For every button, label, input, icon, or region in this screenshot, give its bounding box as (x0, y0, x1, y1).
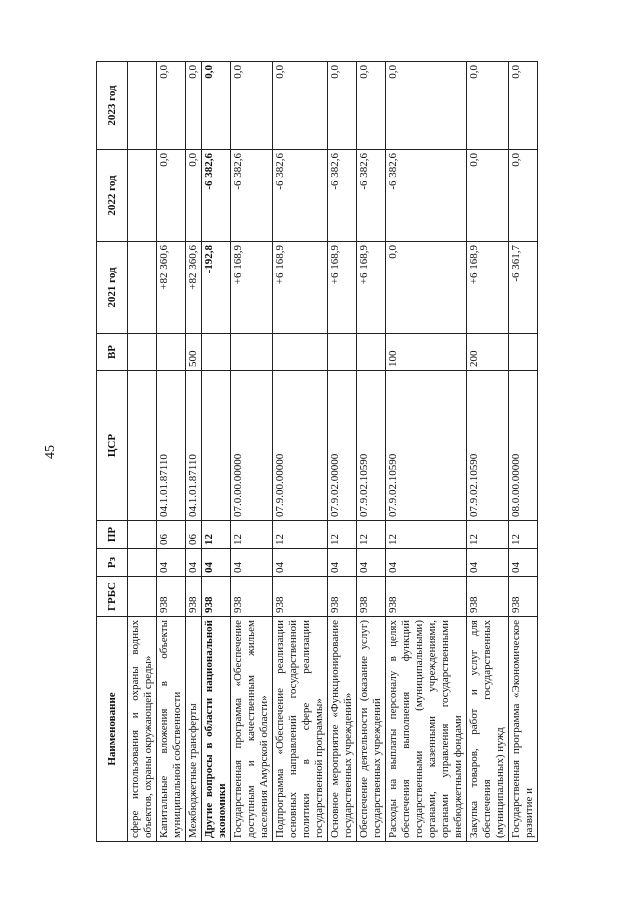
cell-csr (128, 371, 157, 521)
cell-grbs: 938 (357, 577, 386, 617)
cell-2022: -6 382,6 (357, 150, 386, 242)
cell-2023: 0,0 (231, 62, 273, 150)
cell-csr: 08.0.00.00000 (509, 371, 538, 521)
cell-2023: 0,0 (157, 62, 186, 150)
cell-grbs: 938 (231, 577, 273, 617)
header-csr: ЦСР (97, 371, 128, 521)
cell-grbs: 938 (202, 577, 231, 617)
cell-pr: 12 (273, 521, 328, 549)
cell-2022: 0,0 (467, 150, 509, 242)
cell-rz (128, 549, 157, 577)
cell-vr (202, 334, 231, 371)
cell-grbs: 938 (328, 577, 357, 617)
cell-vr (357, 334, 386, 371)
table-row (128, 62, 157, 842)
cell-vr (128, 334, 157, 371)
table-row (202, 62, 231, 842)
cell-grbs: 938 (273, 577, 328, 617)
cell-grbs: 938 (386, 577, 467, 617)
cell-csr: 04.1.01.87110 (157, 371, 186, 521)
cell-csr: 07.9.02.10590 (357, 371, 386, 521)
header-rz: Рз (97, 549, 128, 577)
header-name: Наименование (97, 617, 128, 842)
cell-csr: 07.9.02.00000 (328, 371, 357, 521)
cell-vr: 200 (467, 334, 509, 371)
page-number: 45 (43, 445, 58, 459)
header-2022: 2022 год (97, 150, 128, 242)
cell-2021: +6 168,9 (273, 242, 328, 334)
table-row (509, 62, 538, 842)
cell-csr: 07.9.02.10590 (467, 371, 509, 521)
cell-vr (328, 334, 357, 371)
cell-name: Межбюджетные трансферты (186, 617, 202, 842)
table-row (467, 62, 509, 842)
cell-2023: 0,0 (202, 62, 231, 150)
table-row (328, 62, 357, 842)
cell-grbs: 938 (157, 577, 186, 617)
cell-grbs: 938 (509, 577, 538, 617)
cell-name: Обеспечение деятельности (оказание услуг) государственных учреждений (357, 617, 386, 842)
header-grbs: ГРБС (97, 577, 128, 617)
cell-2021: +82 360,6 (186, 242, 202, 334)
cell-csr (202, 371, 231, 521)
cell-2021: -192,8 (202, 242, 231, 334)
table-body (128, 62, 538, 842)
cell-csr: 07.0.00.00000 (231, 371, 273, 521)
cell-2021: +6 168,9 (231, 242, 273, 334)
cell-csr: 07.9.02.10590 (386, 371, 467, 521)
cell-2022 (128, 150, 157, 242)
cell-2021 (128, 242, 157, 334)
cell-rz: 04 (509, 549, 538, 577)
cell-2023: 0,0 (186, 62, 202, 150)
cell-2022: -6 382,6 (231, 150, 273, 242)
cell-2022: -6 382,6 (328, 150, 357, 242)
cell-csr: 04.1.01.87110 (186, 371, 202, 521)
header-2021: 2021 год (97, 242, 128, 334)
cell-name: Расходы на выплаты персоналу в целях обеспечения выполнения функций государственными (муниципальными) органами, казенными учреждениями, органами управления государственными внебюджетными фондами (386, 617, 467, 842)
cell-rz: 04 (386, 549, 467, 577)
cell-rz: 04 (157, 549, 186, 577)
header-2023: 2023 год (97, 62, 128, 150)
cell-2023: 0,0 (357, 62, 386, 150)
cell-2022: -6 382,6 (386, 150, 467, 242)
cell-vr (509, 334, 538, 371)
cell-2021: 0,0 (386, 242, 467, 334)
cell-2023: 0,0 (509, 62, 538, 150)
cell-rz: 04 (467, 549, 509, 577)
cell-2023: 0,0 (386, 62, 467, 150)
cell-name: Другие вопросы в области национальной экономики (202, 617, 231, 842)
cell-pr: 12 (231, 521, 273, 549)
cell-2021: +82 360,6 (157, 242, 186, 334)
cell-pr: 12 (386, 521, 467, 549)
cell-name: Закупка товаров, работ и услуг для обеспечения государственных (муниципальных) нужд (467, 617, 509, 842)
cell-name: Государственная программа «Обеспечение доступным и качественным жильем населения Амурской области» (231, 617, 273, 842)
cell-vr (231, 334, 273, 371)
cell-grbs: 938 (467, 577, 509, 617)
cell-2021: +6 168,9 (328, 242, 357, 334)
cell-pr: 12 (202, 521, 231, 549)
cell-rz: 04 (273, 549, 328, 577)
table-row (273, 62, 328, 842)
cell-vr: 500 (186, 334, 202, 371)
cell-pr (128, 521, 157, 549)
cell-pr: 12 (357, 521, 386, 549)
cell-grbs (128, 577, 157, 617)
table-row (357, 62, 386, 842)
header-vr: ВР (97, 334, 128, 371)
cell-2023: 0,0 (328, 62, 357, 150)
cell-name: Основное мероприятие «Функционирование государственных учреждений» (328, 617, 357, 842)
cell-pr: 12 (509, 521, 538, 549)
cell-2023 (128, 62, 157, 150)
cell-2023: 0,0 (467, 62, 509, 150)
table-row (386, 62, 467, 842)
cell-rz: 04 (357, 549, 386, 577)
cell-csr: 07.9.00.00000 (273, 371, 328, 521)
cell-2023: 0,0 (273, 62, 328, 150)
budget-table (96, 61, 538, 842)
cell-2021: +6 168,9 (467, 242, 509, 334)
header-pr: ПР (97, 521, 128, 549)
cell-name: Государственная программа «Экономическое развитие и (509, 617, 538, 842)
cell-2022: -6 382,6 (202, 150, 231, 242)
cell-name: сфере использования и охраны водных объектов, охраны окружающей среды» (128, 617, 157, 842)
table-row (157, 62, 186, 842)
cell-vr (157, 334, 186, 371)
cell-2021: +6 168,9 (357, 242, 386, 334)
cell-rz: 04 (328, 549, 357, 577)
cell-rz: 04 (231, 549, 273, 577)
cell-rz: 04 (186, 549, 202, 577)
cell-2022: 0,0 (509, 150, 538, 242)
cell-name: Капитальные вложения в объекты муниципальной собственности (157, 617, 186, 842)
table-row (231, 62, 273, 842)
cell-2021: -6 361,7 (509, 242, 538, 334)
cell-vr: 100 (386, 334, 467, 371)
cell-2022: 0,0 (157, 150, 186, 242)
cell-2022: -6 382,6 (273, 150, 328, 242)
cell-pr: 06 (157, 521, 186, 549)
table-header-row (97, 62, 128, 842)
cell-rz: 04 (202, 549, 231, 577)
cell-pr: 12 (328, 521, 357, 549)
rotated-table-container (96, 62, 566, 842)
cell-pr: 06 (186, 521, 202, 549)
cell-name: Подпрограмма «Обеспечение реализации основных направлений государственной политики в сфере реализации государственной программы» (273, 617, 328, 842)
cell-2022: 0,0 (186, 150, 202, 242)
cell-pr: 12 (467, 521, 509, 549)
table-row (186, 62, 202, 842)
cell-grbs: 938 (186, 577, 202, 617)
cell-vr (273, 334, 328, 371)
